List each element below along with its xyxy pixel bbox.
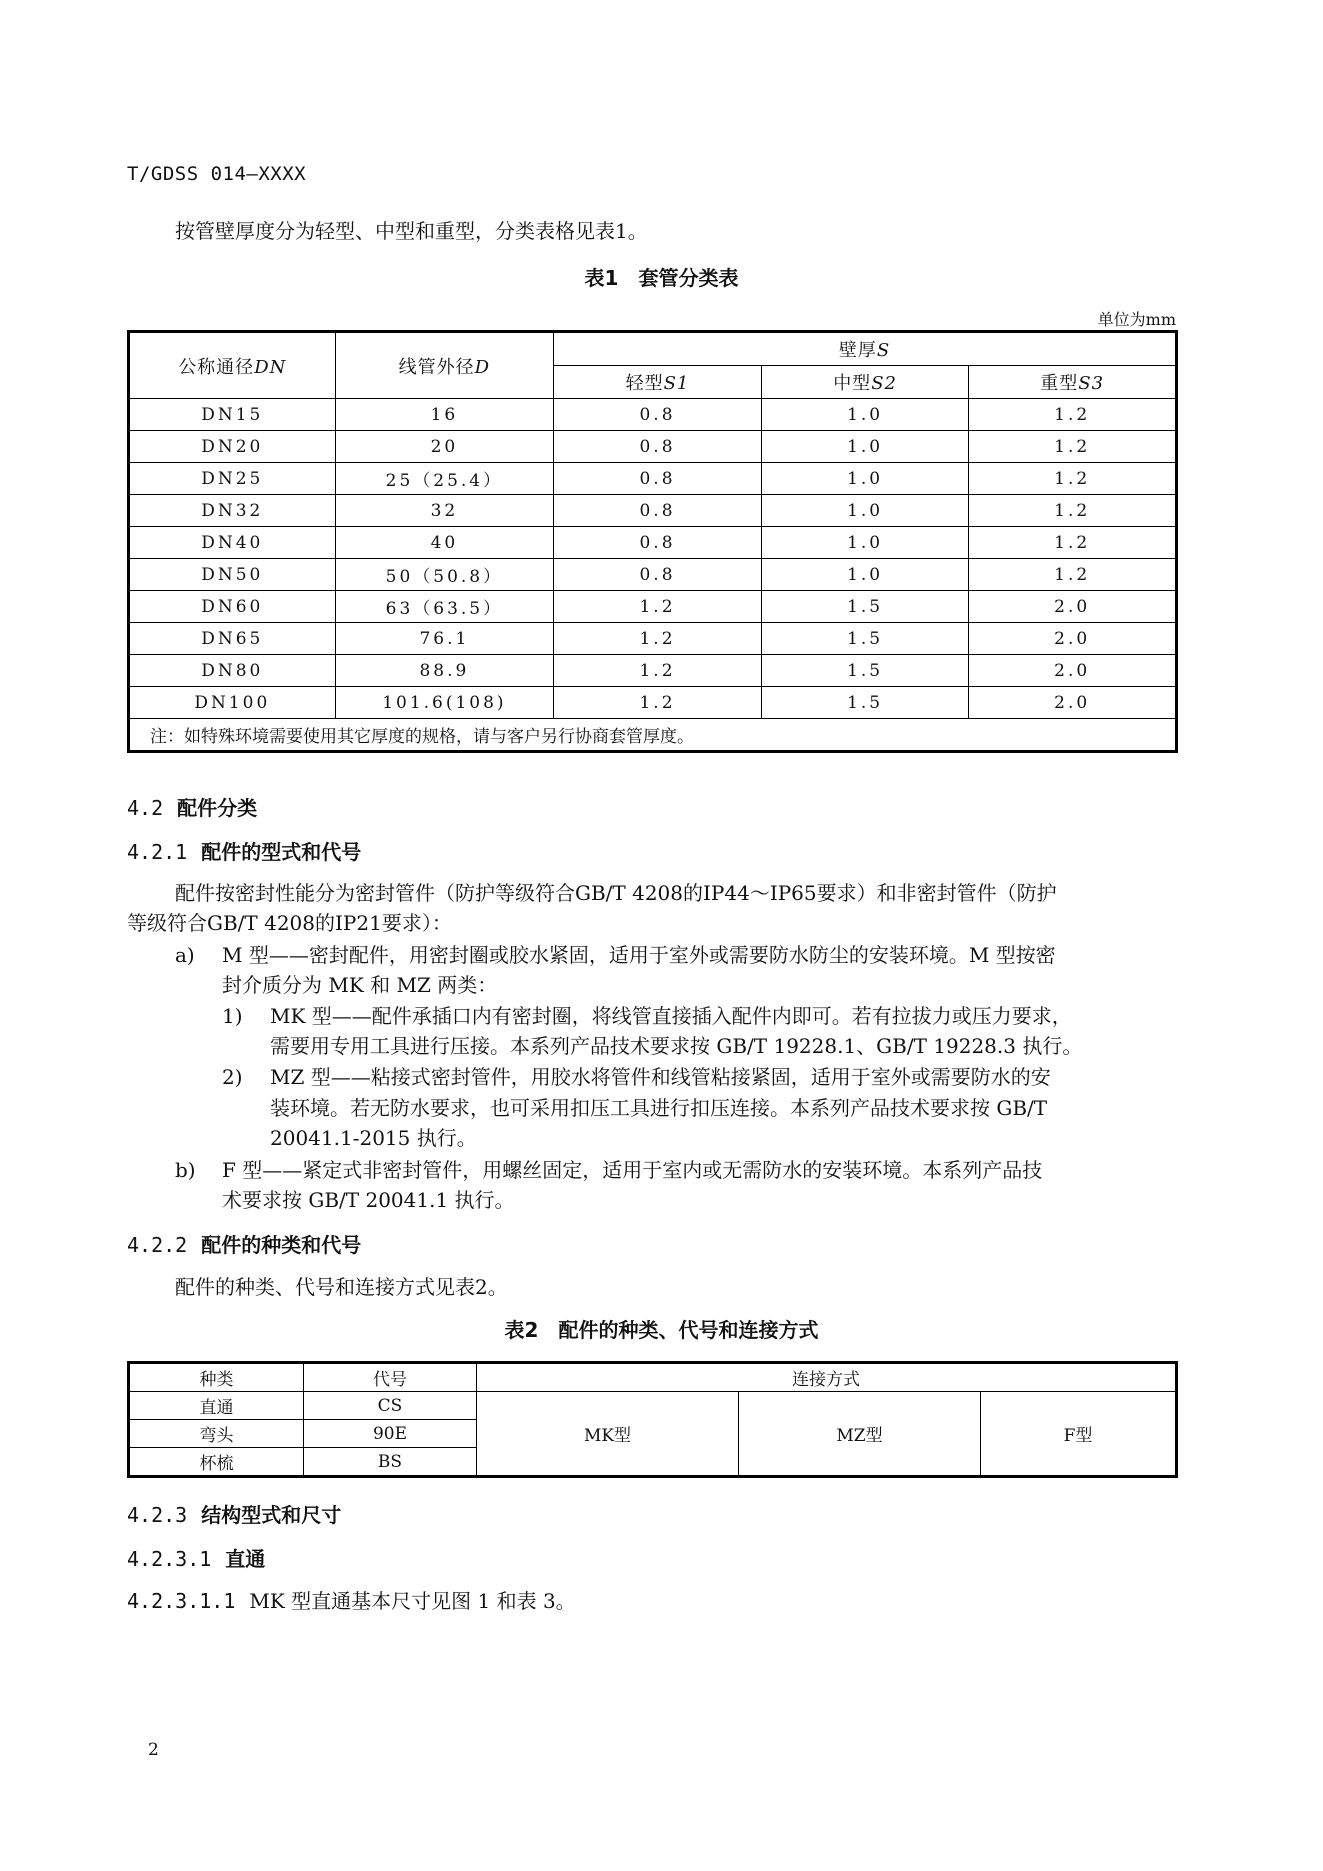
header-connection: 连接方式	[477, 1363, 1177, 1392]
table1-cell-d: 76.1	[335, 623, 554, 655]
paragraph-4-2-2: 配件的种类、代号和连接方式见表2。	[175, 1275, 508, 1299]
list-item-a2-marker: 2)	[222, 1065, 243, 1089]
table2-kind-cell: 杯梳	[129, 1448, 304, 1477]
table-row	[129, 399, 1177, 431]
header-code: 代号	[304, 1363, 477, 1392]
table-row	[129, 463, 1177, 495]
table1-cell-s3: 1.2	[969, 431, 1177, 463]
table1-cell-s1: 0.8	[554, 527, 762, 559]
section-4-2-heading: 4.2 配件分类	[127, 796, 258, 820]
table1-cell-s2: 1.5	[761, 591, 969, 623]
section-4-2-2-heading: 4.2.2 配件的种类和代号	[127, 1233, 362, 1257]
table2-code-cell: 90E	[304, 1420, 477, 1448]
table1-cell-s2: 1.5	[761, 687, 969, 719]
table-row	[129, 623, 1177, 655]
table1-cell-d: 63（63.5）	[335, 591, 554, 623]
connection-mk: MK型	[477, 1392, 739, 1477]
list-item-a2-line2: 装环境。若无防水要求，也可采用扣压工具进行扣压连接。本系列产品技术要求按 GB/T	[270, 1096, 1048, 1120]
table1-unit: 单位为mm	[1097, 310, 1176, 329]
table1-cell-dn: DN80	[129, 655, 336, 687]
table-row	[129, 495, 1177, 527]
header-medium: 中型S2	[761, 366, 969, 399]
table2-fitting-types	[127, 1361, 1178, 1478]
table1-cell-dn: DN40	[129, 527, 336, 559]
table1-cell-s3: 1.2	[969, 559, 1177, 591]
table1-cell-s1: 0.8	[554, 463, 762, 495]
section-4-2-3-1-heading: 4.2.3.1 直通	[127, 1547, 266, 1571]
table1-cell-dn: DN32	[129, 495, 336, 527]
table1-caption: 表1 套管分类表	[584, 266, 739, 290]
table1-cell-s1: 1.2	[554, 687, 762, 719]
table1-cell-d: 16	[335, 399, 554, 431]
table1-cell-s3: 2.0	[969, 655, 1177, 687]
list-item-b-line1: F 型——紧定式非密封管件，用螺丝固定，适用于室内或无需防水的安装环境。本系列产品技	[222, 1158, 1043, 1182]
table1-cell-s1: 0.8	[554, 431, 762, 463]
list-item-a1-marker: 1)	[222, 1004, 243, 1028]
table1-cell-s1: 0.8	[554, 495, 762, 527]
table2-code-cell: CS	[304, 1392, 477, 1420]
table2-kind-cell: 弯头	[129, 1420, 304, 1448]
table1-cell-s1: 0.8	[554, 559, 762, 591]
list-item-a2-line3: 20041.1-2015 执行。	[270, 1126, 477, 1150]
section-4-2-1-heading: 4.2.1 配件的型式和代号	[127, 840, 362, 864]
connection-mz: MZ型	[739, 1392, 981, 1477]
table1-sleeve-classification	[127, 330, 1178, 753]
intro-paragraph: 按管壁厚度分为轻型、中型和重型，分类表格见表1。	[175, 219, 648, 243]
header-kind: 种类	[129, 1363, 304, 1392]
table1-cell-s2: 1.5	[761, 655, 969, 687]
paragraph-4-2-1-line2: 等级符合GB/T 4208的IP21要求）：	[127, 911, 452, 935]
document-code: T/GDSS 014—XXXX	[127, 163, 307, 185]
list-item-a-marker: a)	[175, 943, 195, 967]
list-item-a1-line1: MK 型——配件承插口内有密封圈，将线管直接插入配件内即可。若有拉拔力或压力要求，	[270, 1004, 1072, 1028]
table1-cell-s3: 1.2	[969, 399, 1177, 431]
table1-cell-s2: 1.0	[761, 559, 969, 591]
table1-cell-s3: 1.2	[969, 495, 1177, 527]
table1-cell-s3: 2.0	[969, 623, 1177, 655]
table-row	[129, 591, 1177, 623]
header-wall-thickness: 壁厚S	[554, 332, 1177, 366]
table1-cell-dn: DN50	[129, 559, 336, 591]
table1-cell-dn: DN25	[129, 463, 336, 495]
table1-cell-s2: 1.0	[761, 431, 969, 463]
table1-cell-dn: DN15	[129, 399, 336, 431]
table1-cell-d: 25（25.4）	[335, 463, 554, 495]
header-heavy: 重型S3	[969, 366, 1177, 399]
table1-note: 注：如特殊环境需要使用其它厚度的规格，请与客户另行协商套管厚度。	[129, 719, 1177, 752]
table1-cell-dn: DN60	[129, 591, 336, 623]
table1-cell-s2: 1.0	[761, 463, 969, 495]
table1-cell-s3: 2.0	[969, 591, 1177, 623]
table-row	[129, 431, 1177, 463]
list-item-a-line2: 封介质分为 MK 和 MZ 两类：	[222, 973, 498, 997]
table1-cell-s2: 1.5	[761, 623, 969, 655]
table2-code-cell: BS	[304, 1448, 477, 1477]
table1-cell-d: 40	[335, 527, 554, 559]
table1-cell-s3: 1.2	[969, 527, 1177, 559]
table1-cell-d: 32	[335, 495, 554, 527]
list-item-b-line2: 术要求按 GB/T 20041.1 执行。	[222, 1188, 515, 1212]
table1-cell-dn: DN100	[129, 687, 336, 719]
table2-kind-cell: 直通	[129, 1392, 304, 1420]
table1-cell-d: 88.9	[335, 655, 554, 687]
table1-cell-d: 101.6(108)	[335, 687, 554, 719]
table1-cell-s3: 1.2	[969, 463, 1177, 495]
page-number: 2	[148, 1740, 159, 1760]
table-row	[129, 687, 1177, 719]
header-nominal-diameter: 公称通径DN	[129, 332, 336, 399]
table1-cell-dn: DN20	[129, 431, 336, 463]
table1-cell-s1: 1.2	[554, 591, 762, 623]
table1-cell-s2: 1.0	[761, 527, 969, 559]
table1-cell-s2: 1.0	[761, 399, 969, 431]
section-4-2-3-heading: 4.2.3 结构型式和尺寸	[127, 1503, 342, 1527]
table2-caption: 表2 配件的种类、代号和连接方式	[504, 1318, 819, 1342]
list-item-a1-line2: 需要用专用工具进行压接。本系列产品技术要求按 GB/T 19228.1、GB/T 19228.3 执行。	[270, 1034, 1083, 1058]
table-row	[129, 527, 1177, 559]
header-light: 轻型S1	[554, 366, 762, 399]
paragraph-4-2-1-line1: 配件按密封性能分为密封管件（防护等级符合GB/T 4208的IP44～IP65要求）和非密封管件（防护	[175, 881, 1057, 905]
table1-cell-s1: 1.2	[554, 655, 762, 687]
table1-cell-s3: 2.0	[969, 687, 1177, 719]
table1-cell-d: 20	[335, 431, 554, 463]
list-item-a-line1: M 型——密封配件，用密封圈或胶水紧固，适用于室外或需要防水防尘的安装环境。M 型按密	[222, 943, 1056, 967]
table1-cell-s1: 0.8	[554, 399, 762, 431]
connection-f: F型	[981, 1392, 1177, 1477]
table-row	[129, 559, 1177, 591]
table-row	[129, 655, 1177, 687]
table1-cell-s1: 1.2	[554, 623, 762, 655]
list-item-b-marker: b)	[175, 1158, 196, 1182]
table1-cell-d: 50（50.8）	[335, 559, 554, 591]
list-item-a2-line1: MZ 型——粘接式密封管件，用胶水将管件和线管粘接紧固，适用于室外或需要防水的安	[270, 1065, 1051, 1089]
table1-cell-s2: 1.0	[761, 495, 969, 527]
header-outer-diameter: 线管外径D	[335, 332, 554, 399]
table1-cell-dn: DN65	[129, 623, 336, 655]
section-4-2-3-1-1: 4.2.3.1.1 MK 型直通基本尺寸见图 1 和表 3。	[127, 1589, 576, 1613]
